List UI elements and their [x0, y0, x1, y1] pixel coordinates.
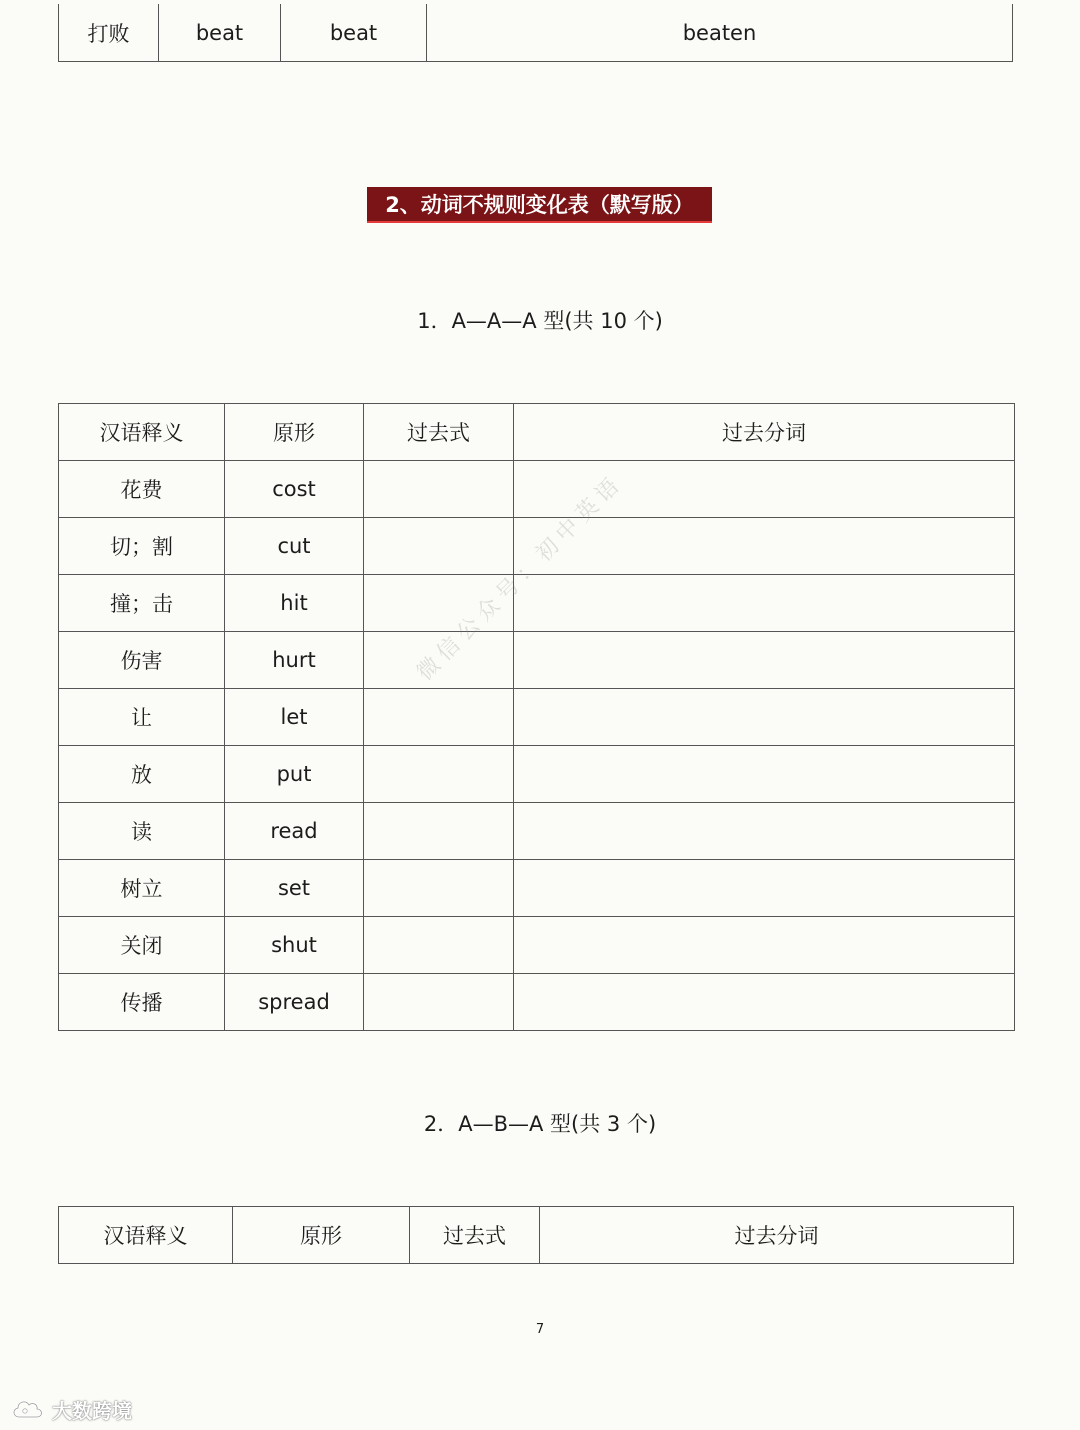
meaning-cell: 传播: [59, 974, 225, 1031]
past-participle-blank: [514, 689, 1015, 746]
past-participle-blank: [514, 917, 1015, 974]
header-meaning: 汉语释义: [59, 1207, 233, 1264]
header-past-participle: 过去分词: [540, 1207, 1014, 1264]
section-heading: 2、动词不规则变化表（默写版）: [367, 187, 712, 223]
meaning-cell: 树立: [59, 860, 225, 917]
table-row: [59, 689, 1015, 746]
meaning-cell: 切；割: [59, 518, 225, 575]
meaning-cell: 撞；击: [59, 575, 225, 632]
table-row: [59, 803, 1015, 860]
sub-heading-aba: 2．A—B—A 型(共 3 个): [423, 1112, 657, 1136]
base-form-cell: shut: [225, 917, 364, 974]
table-row: [59, 4, 1013, 62]
header-base-form: 原形: [233, 1207, 410, 1264]
table-row: [59, 575, 1015, 632]
corner-watermark-text: 大数跨境: [52, 1398, 132, 1423]
base-form-cell: spread: [225, 974, 364, 1031]
cloud-logo-icon: [10, 1396, 46, 1422]
base-form-cell: set: [225, 860, 364, 917]
table-row: [59, 860, 1015, 917]
base-form-cell: hurt: [225, 632, 364, 689]
past-participle-cell: beaten: [427, 4, 1013, 62]
table-header-row: [59, 404, 1015, 461]
table-header-row: [59, 1207, 1014, 1264]
watermark-text: 微信公众号：初中英语: [412, 470, 629, 686]
past-participle-blank: [514, 860, 1015, 917]
base-form-cell: let: [225, 689, 364, 746]
past-participle-blank: [514, 632, 1015, 689]
past-tense-blank: [364, 974, 514, 1031]
base-form-cell: read: [225, 803, 364, 860]
past-tense-blank: [364, 860, 514, 917]
page-number: 7: [535, 1322, 545, 1337]
past-participle-blank: [514, 803, 1015, 860]
past-participle-blank: [514, 974, 1015, 1031]
meaning-cell: 关闭: [59, 917, 225, 974]
sub-heading-aaa: 1．A—A—A 型(共 10 个): [417, 309, 663, 333]
header-base-form: 原形: [225, 404, 364, 461]
past-tense-blank: [364, 518, 514, 575]
table-row: [59, 917, 1015, 974]
aba-verb-table: [58, 1206, 1014, 1264]
base-form-cell: cut: [225, 518, 364, 575]
table-row: [59, 632, 1015, 689]
header-meaning: 汉语释义: [59, 404, 225, 461]
base-form-cell: beat: [159, 4, 281, 62]
meaning-cell: 花费: [59, 461, 225, 518]
past-tense-blank: [364, 917, 514, 974]
past-tense-blank: [364, 803, 514, 860]
header-past-tense: 过去式: [410, 1207, 540, 1264]
past-tense-blank: [364, 746, 514, 803]
meaning-cell: 放: [59, 746, 225, 803]
table-row: [59, 974, 1015, 1031]
header-past-tense: 过去式: [364, 404, 514, 461]
corner-watermark: [10, 1394, 132, 1424]
table-row: [59, 746, 1015, 803]
base-form-cell: hit: [225, 575, 364, 632]
past-participle-blank: [514, 746, 1015, 803]
previous-table-fragment: [58, 4, 1013, 62]
base-form-cell: cost: [225, 461, 364, 518]
past-participle-blank: [514, 575, 1015, 632]
meaning-cell: 打败: [59, 4, 159, 62]
header-past-participle: 过去分词: [514, 404, 1015, 461]
table-row: [59, 461, 1015, 518]
base-form-cell: put: [225, 746, 364, 803]
meaning-cell: 伤害: [59, 632, 225, 689]
meaning-cell: 让: [59, 689, 225, 746]
past-tense-cell: beat: [281, 4, 427, 62]
aaa-verb-table: [58, 403, 1015, 1031]
past-tense-blank: [364, 461, 514, 518]
past-tense-blank: [364, 689, 514, 746]
meaning-cell: 读: [59, 803, 225, 860]
